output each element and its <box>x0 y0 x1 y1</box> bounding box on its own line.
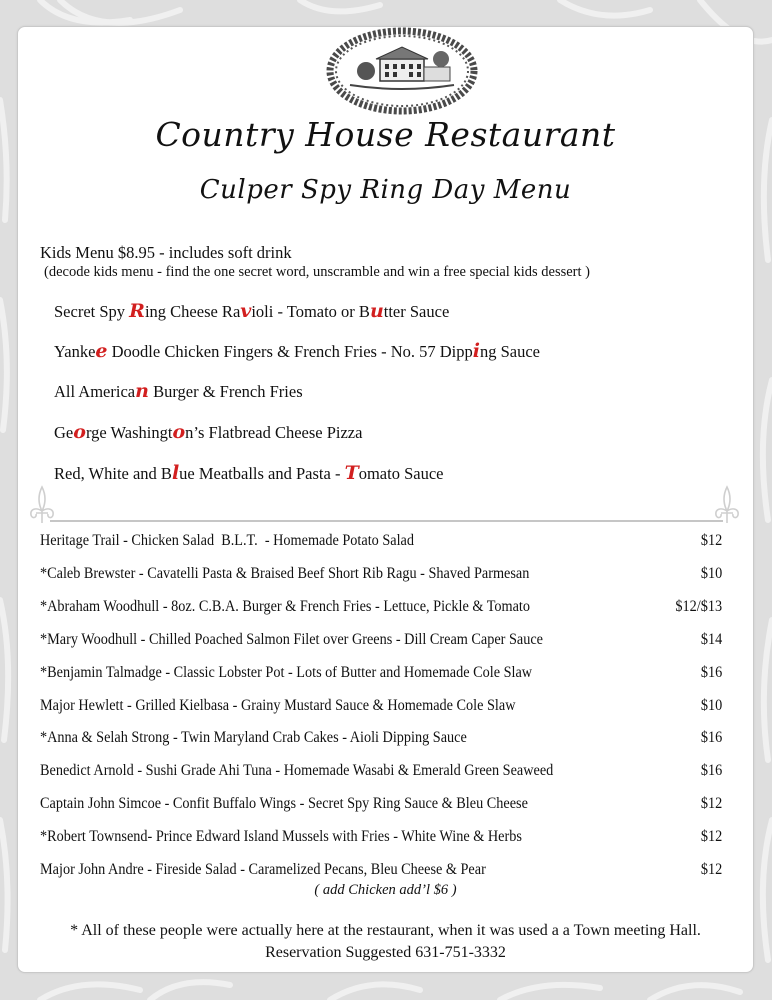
secret-letter: n <box>135 380 149 402</box>
menu-item-description: Captain John Simcoe - Confit Buffalo Wings - Secret Spy Ring Sauce & Bleu Cheese <box>40 794 528 813</box>
item-text: ing Cheese Ra <box>144 302 241 321</box>
kids-menu-item <box>54 380 303 402</box>
item-text: Secret Spy <box>54 302 130 321</box>
menu-item-price: $12 <box>700 827 722 846</box>
kids-menu-note: (decode kids menu - find the one secret word, unscramble and win a free special kids dessert ) <box>44 264 590 280</box>
secret-letter: e <box>95 340 108 362</box>
item-text: Burger & French Fries <box>148 382 303 401</box>
secret-letter: T <box>344 462 359 484</box>
section-divider <box>50 520 723 522</box>
menu-item-description: *Anna & Selah Strong - Twin Maryland Crab Cakes - Aioli Dipping Sauce <box>40 728 467 747</box>
item-text: All America <box>54 382 136 401</box>
secret-letter: i <box>472 340 480 362</box>
menu-item-description: *Abraham Woodhull - 8oz. C.B.A. Burger & French Fries - Lettuce, Pickle & Tomato <box>40 596 531 615</box>
fleur-de-lis-icon <box>28 485 56 525</box>
item-text: Yanke <box>54 342 96 361</box>
menu-card <box>17 26 754 973</box>
menu-item-price: $16 <box>700 761 722 780</box>
item-text: Ge <box>54 423 74 442</box>
secret-letter: o <box>172 421 186 443</box>
menu-item-description: Major John Andre - Fireside Salad - Caramelized Pecans, Bleu Cheese & Pear <box>40 860 486 878</box>
menu-item-price: $12 <box>700 531 722 549</box>
secret-letter: u <box>369 300 384 322</box>
menu-item-description: Heritage Trail - Chicken Salad B.L.T. - Homemade Potato Salad <box>40 531 414 549</box>
item-text: ue Meatballs and Pasta - <box>179 464 345 483</box>
menu-item-price: $12 <box>700 794 722 813</box>
item-text: tter Sauce <box>383 302 450 321</box>
menu-item-price: $14 <box>700 629 722 648</box>
restaurant-title: Country House Restaurant <box>155 115 616 154</box>
menu-item-price: $10 <box>700 563 722 582</box>
item-text: omato Sauce <box>358 464 444 483</box>
fleur-de-lis-icon <box>713 485 741 525</box>
menu-item-description: *Mary Woodhull - Chilled Poached Salmon Filet over Greens - Dill Cream Caper Sauce <box>40 629 544 648</box>
reservation-phone: Reservation Suggested 631-751-3332 <box>265 944 506 961</box>
kids-menu-heading: Kids Menu $8.95 - includes soft drink <box>40 243 292 262</box>
menu-item-description: *Caleb Brewster - Cavatelli Pasta & Braised Beef Short Rib Ragu - Shaved Parmesan <box>40 563 530 582</box>
menu-item-price: $12 <box>700 860 722 878</box>
item-text: ioli - Tomato or B <box>251 302 370 321</box>
menu-item-description: *Benjamin Talmadge - Classic Lobster Pot - Lots of Butter and Homemade Cole Slaw <box>40 662 533 681</box>
item-text: Red, White and B <box>54 464 172 483</box>
menu-item-price: $16 <box>700 662 722 681</box>
item-text: rge Washingt <box>85 423 173 442</box>
kids-menu-item <box>54 421 362 443</box>
menu-item-description: *Robert Townsend- Prince Edward Island Mussels with Fries - White Wine & Herbs <box>40 827 522 846</box>
menu-item-price: $10 <box>700 695 722 714</box>
secret-letter: l <box>171 462 180 484</box>
menu-item-description: Major Hewlett - Grilled Kielbasa - Grainy Mustard Sauce & Homemade Cole Slaw <box>40 695 516 714</box>
menu-subtitle: Culper Spy Ring Day Menu <box>199 175 572 205</box>
add-chicken-note: ( add Chicken add’l $6 ) <box>314 882 457 898</box>
menu-item-price: $16 <box>700 728 722 747</box>
country-house-emblem-icon <box>316 21 488 117</box>
secret-letter: o <box>73 421 86 443</box>
item-text: Doodle Chicken Fingers & French Fries - No. 57 Dipp <box>107 342 473 361</box>
kids-menu-item <box>54 462 443 484</box>
history-footnote: * All of these people were actually here at the restaurant, when it was used a a Town meeting Hall. <box>70 922 701 939</box>
menu-item-description: Benedict Arnold - Sushi Grade Ahi Tuna - Homemade Wasabi & Emerald Green Seaweed <box>40 761 554 780</box>
item-text: ng Sauce <box>479 342 541 361</box>
menu-item-price: $12/$13 <box>675 596 722 615</box>
kids-menu-item <box>54 300 449 322</box>
secret-letter: R <box>129 300 145 322</box>
kids-menu-item <box>54 340 540 362</box>
secret-letter: v <box>240 300 252 322</box>
item-text: n’s Flatbread Cheese Pizza <box>185 423 363 442</box>
